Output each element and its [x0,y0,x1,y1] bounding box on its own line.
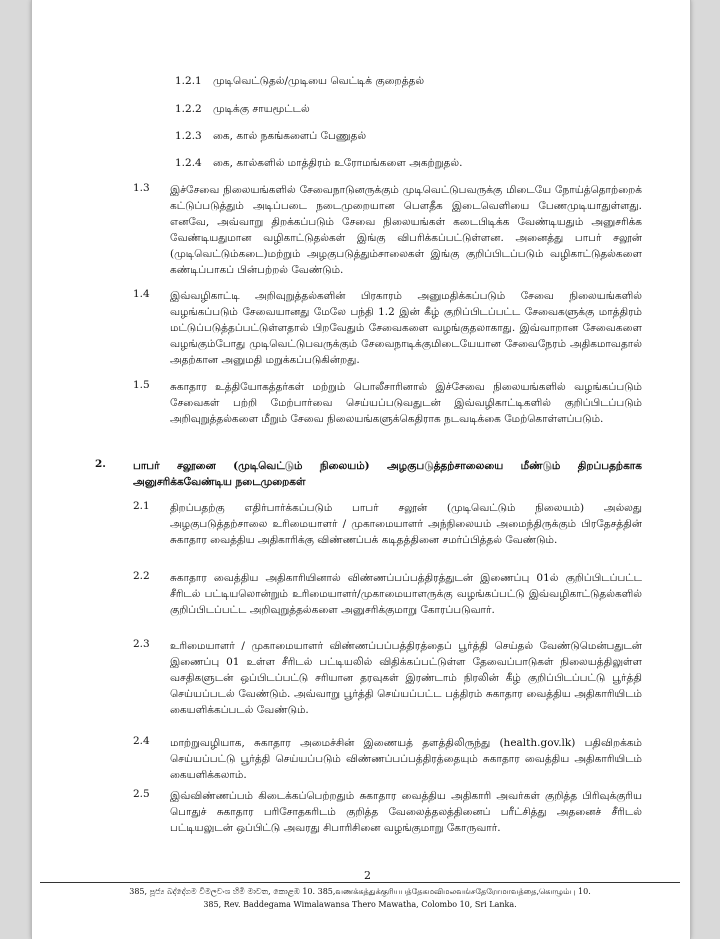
item-text: முடிவெட்டுதல்/முடியை வெட்டிக் குறைத்தல் [213,75,425,87]
paragraph-number: 2.5 [133,788,150,800]
paragraph-number: 2.4 [133,735,150,747]
page-number: 2 [364,869,371,882]
list-item [175,101,310,117]
paragraph-1-4: இவ்வழிகாட்டி அறிவுறுத்தல்களின் பிரகாரம் அனுமதிக்கப்படும் சேவை நிலையங்களில் வழங்கப்படும் சேவையானது மேலே பந்தி 1.2 இன் கீழ் குறிப்பிடப்பட்ட சேவைகளுக்கு மாத்திரம் மட்டுப்படுத்தப்பட்டுள்ளதால் பிறவேதும் சேவைகளை வழங்குதலாகாது. இவ்வாறான சேவைகளை வழங்கும்போது முடிவெட்டுபவருக்கும் சேவைநாடிக்குமிடையேயான சேவைநேரம் அதிகமாவதால் அதற்கான அனுமதி மறுக்கப்படுகின்றது. [170,290,642,366]
paragraph-2-2: சுகாதார வைத்திய அதிகாரியினால் விண்ணப்பப்பத்திரத்துடன் இணைப்பு 01ல் குறிப்பிடப்பட்ட சீரிடல் பட்டியலொன்றும் உரிமையாளர்/முகாமையாளருக்கு வழங்கப்பட்டு இவ்வழிகாட்டுதல்களில் குறிப்பிடப்பட்ட அறிவுறுத்தல்களை அனுசரிக்குமாறு கோரப்படுவார். [170,572,642,616]
paragraph-number: 1.3 [133,182,150,194]
paragraph-number: 2.3 [133,638,150,650]
section-heading: பாபர் சலூனை (முடிவெட்டும் நிலையம்) அழகுபடுத்தற்சாலையை மீண்டும் திறப்பதற்காக அனுசரிக்கவேண்டிய நடைமுறைகள் [133,460,642,488]
paragraph-1-5: சுகாதார உத்தியோகத்தர்கள் மற்றும் பொலீசாரினால் இச்சேவை நிலையங்களில் வழங்கப்படும் சேவைகள் பற்றி மேற்பார்வை செய்யப்படுவதுடன் இவ்வழிகாட்டிகளில் குறிப்பிடப்படும் அறிவுறுத்தல்களை மீறும் சேவை நிலையங்களுக்கெதிராக நடவடிக்கை மேற்கொள்ளப்படும். [170,381,642,425]
item-number: 1.2.2 [175,103,202,115]
footer-address-line-2: 385, Rev. Baddegama Wimalawansa Thero Mawatha, Colombo 10, Sri Lanka. [203,900,517,909]
item-number: 1.2.1 [175,75,202,87]
footer-divider [40,882,680,883]
paragraph-1-3: இச்சேவை நிலையங்களில் சேவைநாடுனருக்கும் முடிவெட்டுபவருக்கு மிடையே நோய்த்தொற்றைக் கட்டுப்படுத்தும் அடிப்படை நடைமுறையான பௌதீக இடைவெளியை பேணமுடியாதுள்ளது. எனவே, அவ்வாறு திறக்கப்படும் சேவை நிலையங்கள் கடைபிடிக்க வேண்டியதும் அனுசரிக்க வேண்டியதுமான வழிகாட்டுதல்கள் இங்கு விபரிக்கப்பட்டுள்ளன. அனைத்து பாபர் சலூன் (முடிவெட்டும்கடை)மற்றும் அழகுபடுத்தும்சாலைகள் இங்கு குறிப்பிடப்படும் வழிகாட்டுதல்களை கண்டிப்பாகப் பின்பற்றல் வேண்டும். [170,184,642,276]
item-number: 1.2.4 [175,157,202,169]
section-number: 2. [95,458,106,470]
item-text: முடிக்கு சாயமூட்டல் [213,103,310,115]
list-item [175,73,424,89]
paragraph-number: 2.1 [133,500,150,512]
item-text: கை, கால் நகங்களைப் பேணுதல் [213,130,367,142]
paragraph-2-3: உரிமையாளர் / முகாமையாளர் விண்ணப்பப்பத்திரத்தைப் பூர்த்தி செய்தல் வேண்டுமென்பதுடன் இணைப்பு 01 உள்ள சீரிடல் பட்டியலில் விதிக்கப்பட்டுள்ள தேவைப்பாடுகள் நிலையத்திலுள்ள வசதிகளுடன் ஒப்பிடப்பட்டு சரியான தரவுகள் இரண்டாம் நிரலின் கீழ் குறிப்பிடப்பட்டு பூர்த்தி செய்யப்படல் வேண்டும். அவ்வாறு பூர்த்தி செய்யப்பட்ட பத்திரம் சுகாதார வைத்திய அதிகாரியிடம் கையளிக்கப்படல் வேண்டும். [170,640,642,716]
footer-address-line-1: 385, පූජ්‍ය බද්දේගම විමලවංශ හිමි මාවත, කොළඹ 10. 385,வணக்கத்துக்குரியபத்தேகமவிமலவங்சதேரோமாவத்தை,கொழும்பு 10. [129,887,591,896]
item-number: 1.2.3 [175,130,202,142]
paragraph-2-5: இவ்விண்ணப்பம் கிடைக்கப்பெற்றதும் சுகாதார வைத்திய அதிகாரி அவர்கள் குறித்த பிரிவுக்குரிய பொதுச் சுகாதார பரிசோதகரிடம் குறித்த வேலைத்தலத்தினைப் பரீட்சித்து அதனைச் சீரிடல் பட்டியலுடன் ஒப்பிட்டு அவரது சிபாரிசினை வழங்குமாறு கோருவார். [170,790,642,834]
paragraph-number: 1.5 [133,379,150,391]
paragraph-number: 1.4 [133,288,150,300]
item-text: கை, கால்களில் மாத்திரம் உரோமங்களை அகற்றுதல். [213,157,463,169]
paragraph-number: 2.2 [133,570,150,582]
paragraph-2-1: திறப்பதற்கு எதிர்பார்க்கப்படும் பாபர் சலூன் (முடிவெட்டும் நிலையம்) அல்லது அழகுபடுத்தற்சாலை உரிமையாளர் / முகாமையாளர் அந்நிலையம் அமைந்திருக்கும் பிரதேசத்தின் சுகாதார வைத்திய அதிகாரிக்கு விண்ணப்பக் கடிதத்தினை சமர்ப்பித்தல் வேண்டும். [170,502,642,546]
paragraph-2-4: மாற்றுவழியாக, சுகாதார அமைச்சின் இணையத் தளத்திலிருந்து (health.gov.lk) பதிவிறக்கம் செய்யப்பட்டு பூர்த்தி செய்யப்படும் விண்ணப்பப்பத்திரத்தையும் சுகாதார வைத்திய அதிகாரியிடம் கையளிக்கலாம். [170,737,642,781]
list-item [175,128,366,144]
list-item [175,155,462,171]
